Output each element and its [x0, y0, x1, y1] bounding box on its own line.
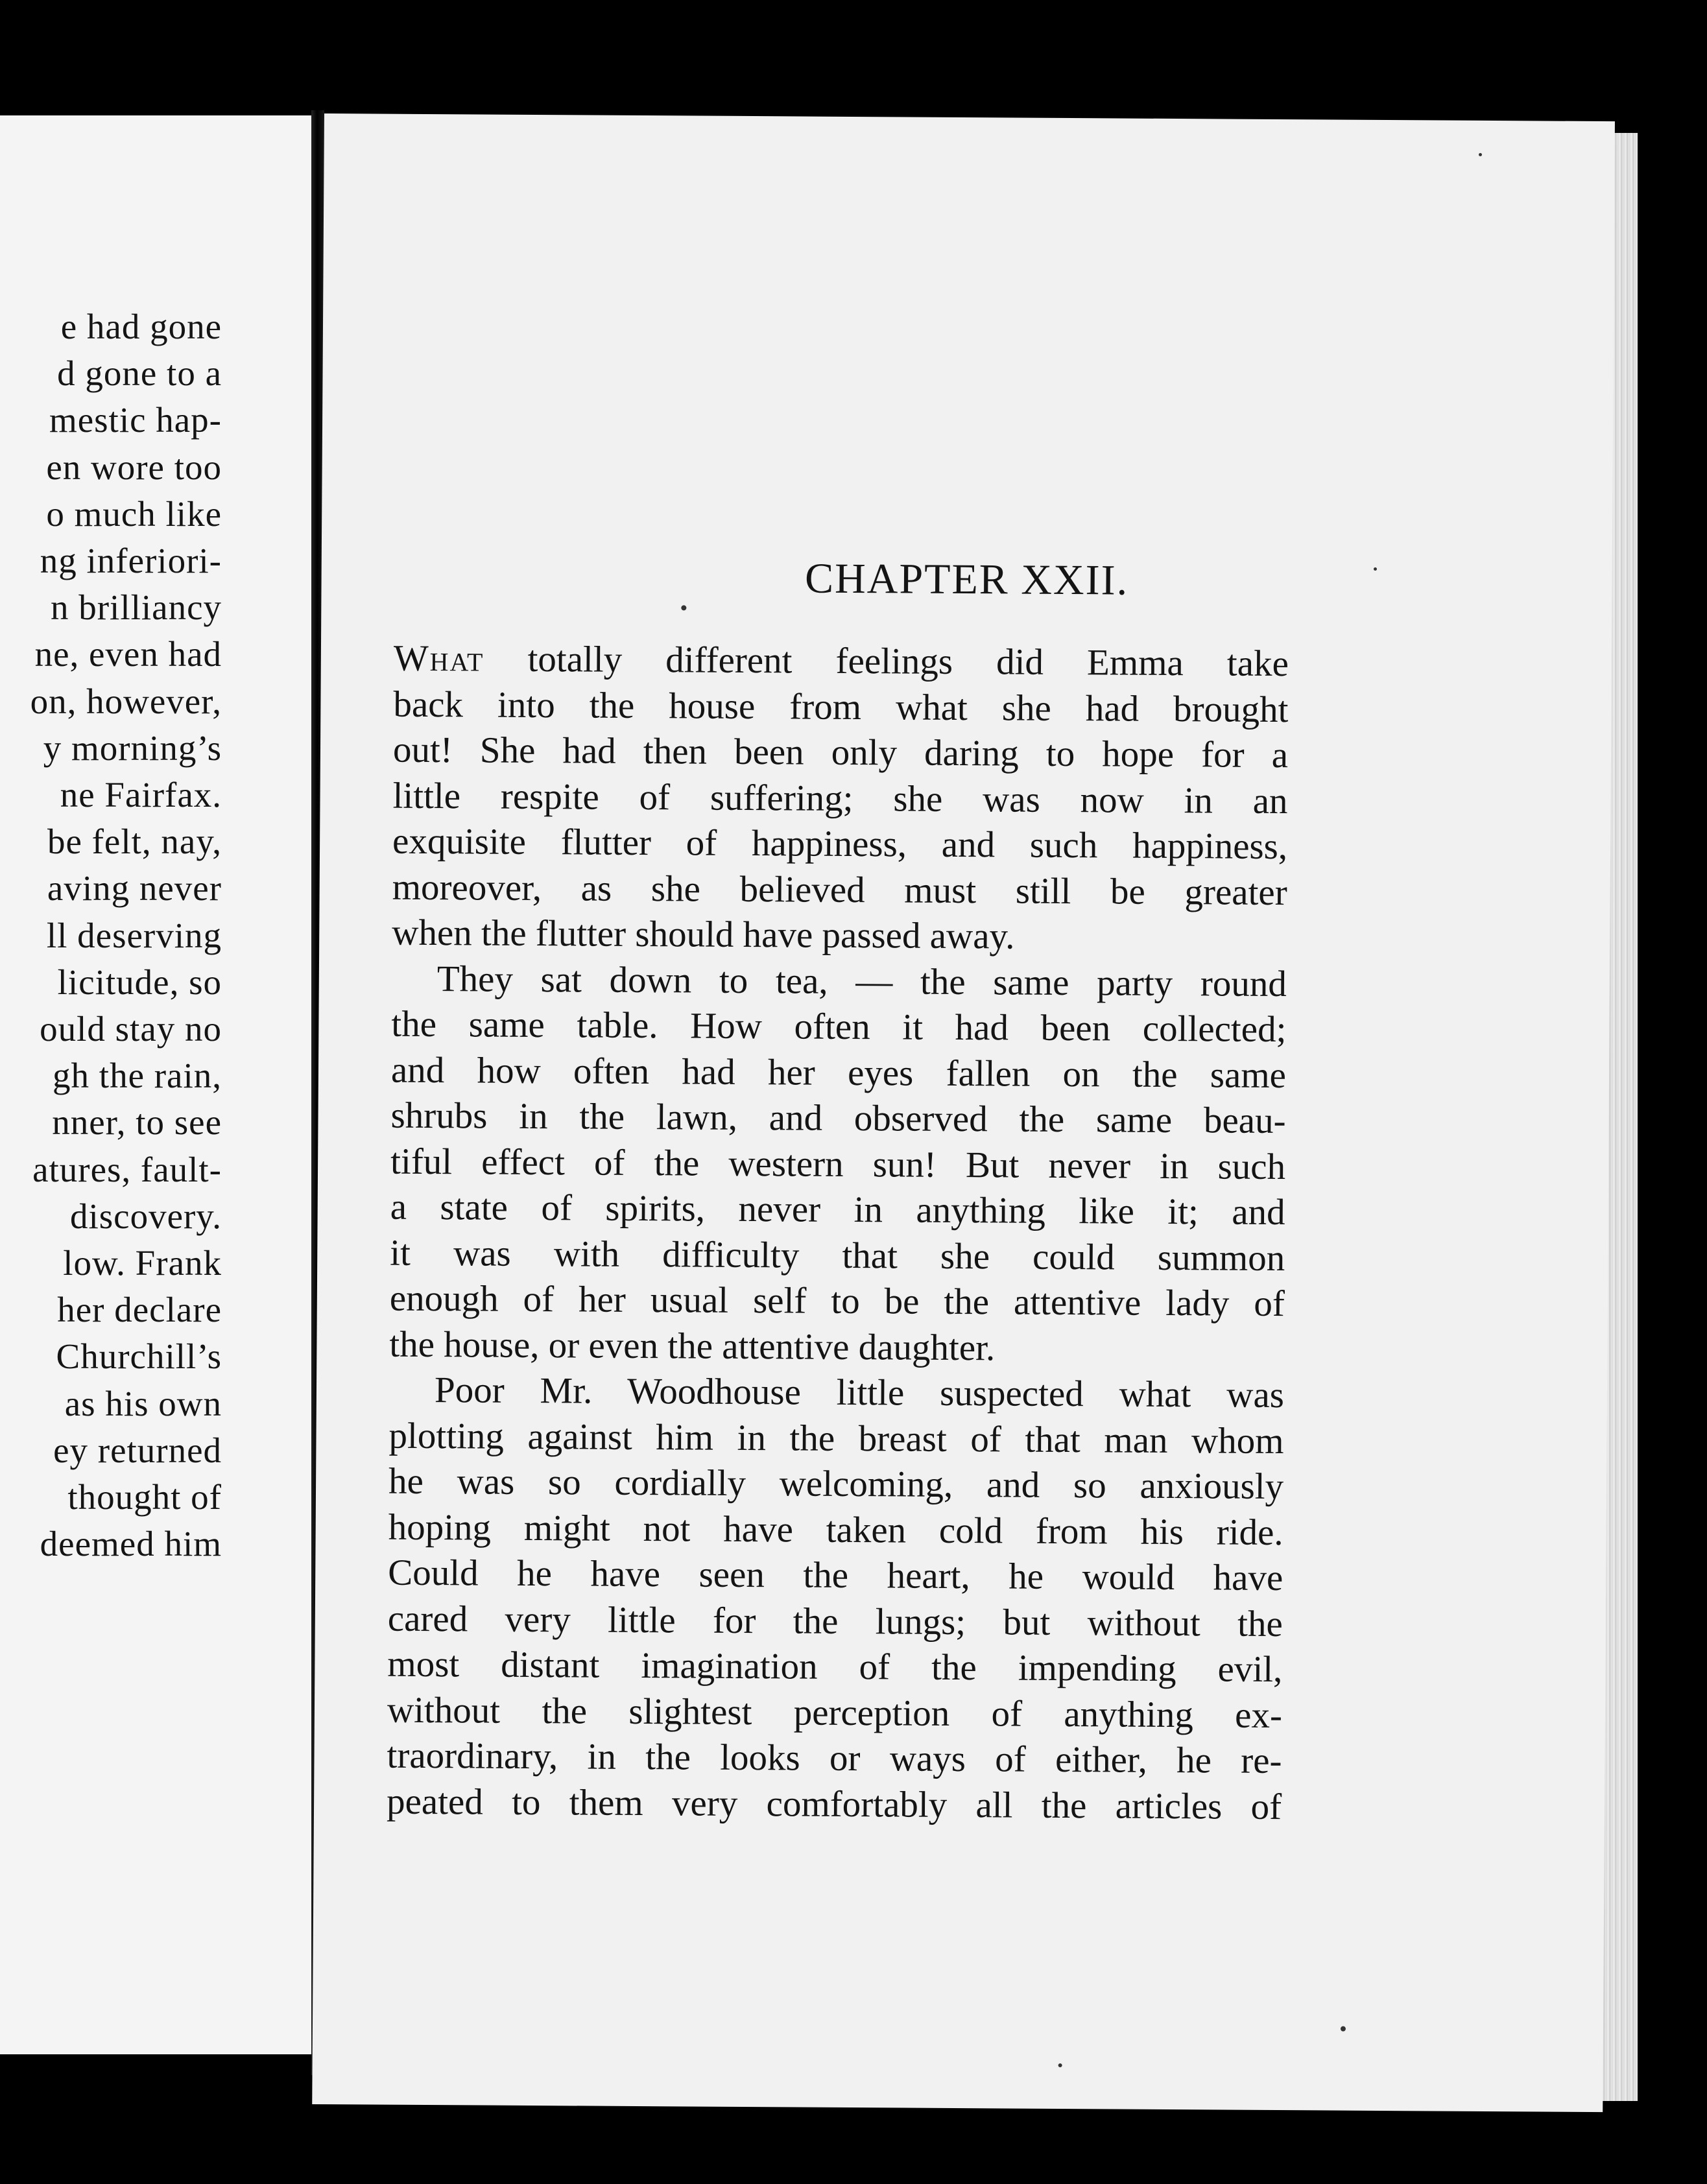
facing-page-line: ne Fairfax.: [60, 775, 222, 815]
paragraph-line: the same table. How often it had been collected;: [391, 1003, 1287, 1050]
speck-mark: [681, 605, 686, 610]
facing-page-line: Churchill’s: [56, 1336, 222, 1377]
paragraph-line: enough of her usual self to be the attentive lady of: [389, 1277, 1285, 1325]
paragraph-line: a state of spirits, never in anything like it; and: [390, 1186, 1285, 1233]
paragraph-line: tiful effect of the western sun! But never in such: [390, 1141, 1286, 1187]
facing-page-line: en wore too: [46, 447, 222, 487]
facing-page-line: on, however,: [30, 681, 222, 721]
paragraph-line: Could he have seen the heart, he would have: [388, 1552, 1283, 1599]
paragraph-line: moreover, as she believed must still be greater: [392, 866, 1287, 913]
facing-page-line: ne, even had: [34, 634, 222, 674]
facing-page: [0, 115, 311, 2054]
facing-page-line: aving never: [47, 868, 222, 908]
facing-page-line: low. Frank: [63, 1243, 222, 1283]
facing-page-line: gh the rain,: [53, 1056, 222, 1096]
facing-page-line: o much like: [46, 493, 222, 534]
paragraph-line: and how often had her eyes fallen on the same: [390, 1049, 1287, 1096]
facing-page-line: e had gone: [60, 307, 222, 346]
paragraph-line: back into the house from what she had brought: [393, 683, 1289, 730]
paragraph-line: without the slightest perception of anything ex-: [387, 1689, 1283, 1736]
facing-page-line: licitude, so: [57, 962, 222, 1002]
paragraph-line: They sat down to tea, — the same party round: [436, 958, 1287, 1004]
facing-page-line: y morning’s: [43, 728, 222, 768]
paragraph-line: it was with difficulty that she could summon: [390, 1232, 1285, 1279]
speck-mark: [1374, 567, 1377, 571]
paragraph-line: the house, or even the attentive daughter.: [389, 1323, 996, 1368]
facing-page-line: discovery.: [69, 1196, 222, 1236]
facing-page-line: be felt, nay,: [47, 822, 222, 862]
facing-page-line: d gone to a: [57, 353, 222, 394]
paragraph-line: exquisite flutter of happiness, and such happiness,: [392, 820, 1288, 868]
lead-word: What: [393, 637, 484, 680]
paragraph-line: [394, 636, 1289, 687]
facing-page-line: ng inferiori-: [40, 541, 222, 581]
speck-mark: [1341, 2026, 1346, 2032]
facing-page-line: ey returned: [53, 1430, 222, 1470]
paragraph-line: plotting against him in the breast of that man whom: [388, 1415, 1284, 1462]
first-line-rest: totally different feelings did Emma take: [527, 638, 1289, 685]
facing-page-line: mestic hap-: [49, 400, 222, 440]
facing-page-text: [0, 303, 222, 1567]
paragraph-line: peated to them very comfortably all the articles of: [386, 1781, 1282, 1827]
paragraph-line: Poor Mr. Woodhouse little suspected what was: [434, 1370, 1285, 1416]
main-page: [312, 113, 1615, 2112]
facing-page-line: deemed him: [40, 1524, 222, 1564]
speck-mark: [1479, 153, 1482, 156]
facing-page-line: her declare: [57, 1290, 222, 1330]
paragraph-line: he was so cordially welcoming, and so anxiously: [388, 1460, 1284, 1508]
paragraph-line: little respite of suffering; she was now in an: [392, 775, 1288, 822]
chapter-title: CHAPTER XXII.: [804, 554, 1129, 604]
facing-page-line: as his own: [64, 1383, 222, 1423]
facing-page-line: atures, fault-: [32, 1149, 222, 1189]
facing-page-line: ould stay no: [40, 1009, 222, 1049]
facing-page-line: nner, to see: [52, 1102, 222, 1143]
paragraph-line: hoping might not have taken cold from his ride.: [388, 1506, 1283, 1553]
paragraph-line: traordinary, in the looks or ways of either, he re-: [387, 1735, 1282, 1782]
paragraph-line: out! She had then been only daring to hope for a: [392, 729, 1289, 776]
paragraph-line: when the flutter should have passed away.: [392, 912, 1015, 957]
speck-mark: [1058, 2063, 1062, 2067]
chapter-body: [387, 636, 1289, 1830]
paragraph-line: cared very little for the lungs; but without the: [387, 1598, 1283, 1644]
paragraph-line: most distant imagination of the impending evil,: [387, 1643, 1283, 1691]
facing-page-line: ll deserving: [46, 915, 222, 955]
facing-page-line: n brilliancy: [50, 588, 222, 628]
facing-page-line: thought of: [67, 1477, 222, 1517]
paragraph-line: shrubs in the lawn, and observed the same beau-: [390, 1095, 1286, 1142]
